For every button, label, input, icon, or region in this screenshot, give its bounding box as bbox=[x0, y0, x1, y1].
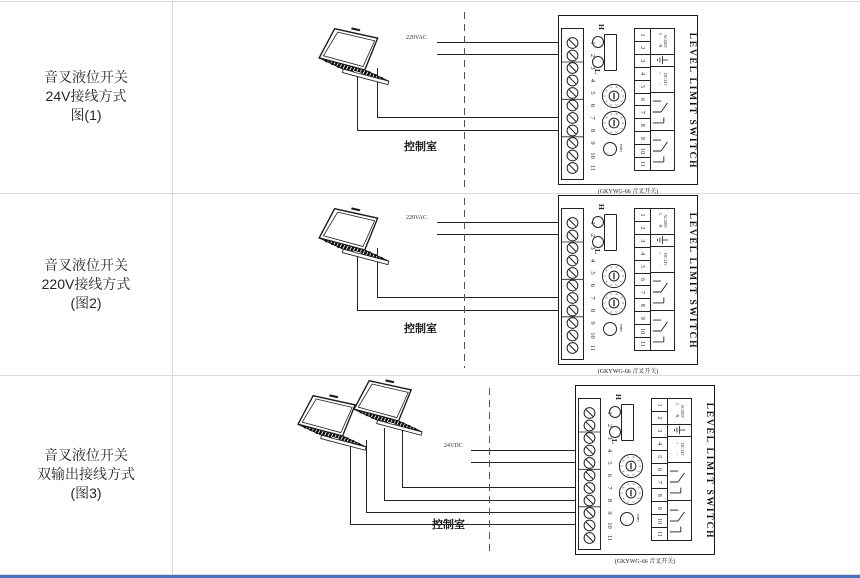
svg-text:9: 9 bbox=[619, 116, 624, 119]
table-terminal-number: 8 bbox=[635, 119, 650, 132]
ac-voltage-label: AC220V bbox=[663, 34, 668, 49]
table-terminal-number: 4 bbox=[635, 248, 650, 261]
wire-segment bbox=[377, 117, 558, 118]
terminal-screw-number: 5 bbox=[589, 91, 596, 95]
laptop-illustration bbox=[314, 27, 400, 104]
terminal-assignment-table bbox=[634, 208, 675, 351]
low-led-label: L bbox=[593, 69, 602, 75]
caption-line: 音叉液位开关 bbox=[44, 447, 128, 463]
table-terminal-number: 3 bbox=[652, 425, 667, 438]
terminal-screw-number: 2 bbox=[589, 233, 596, 238]
low-led-label: L bbox=[593, 249, 602, 255]
high-led-label: H bbox=[614, 394, 623, 400]
ground-cell bbox=[651, 55, 674, 68]
rotated-panel-content bbox=[559, 196, 698, 365]
table-terminal-number: 1 bbox=[635, 209, 650, 222]
relay2-contact-icon bbox=[653, 313, 673, 349]
svg-text:1: 1 bbox=[619, 100, 624, 103]
wire-segment bbox=[357, 310, 558, 311]
screw-number-row bbox=[586, 28, 596, 180]
switch-panel-figure bbox=[575, 385, 715, 565]
laptop-illustration bbox=[349, 379, 433, 455]
svg-text:2: 2 bbox=[631, 473, 636, 476]
terminal-screw-number: 9 bbox=[589, 141, 596, 145]
panel-caption: (GKYWG-66 音叉开关) bbox=[614, 559, 676, 565]
svg-text:6: 6 bbox=[604, 89, 609, 92]
table-terminal-number: 3 bbox=[635, 235, 650, 248]
terminal-number-row bbox=[635, 209, 651, 350]
table-terminal-number: 5 bbox=[652, 451, 667, 464]
terminal-number-row bbox=[652, 399, 668, 540]
svg-text:5: 5 bbox=[602, 122, 607, 124]
table-terminal-number: 1 bbox=[652, 399, 667, 412]
ac-power-label-cell bbox=[651, 209, 674, 235]
dc-polarity-label: + − bbox=[658, 252, 663, 268]
caption-line: 24V接线方式 bbox=[45, 88, 127, 104]
table-terminal-number: 10 bbox=[635, 145, 650, 158]
switch-panel-figure bbox=[558, 195, 698, 375]
panel-push-button bbox=[604, 34, 617, 71]
terminal-screw-number: 4 bbox=[589, 258, 596, 263]
caption-line: (图3) bbox=[70, 485, 102, 501]
table-terminal-number: 8 bbox=[635, 299, 650, 312]
ground-icon bbox=[656, 55, 670, 65]
terminal-screw-number: 6 bbox=[606, 473, 613, 478]
table-terminal-number: 9 bbox=[635, 312, 650, 325]
table-terminal-number: 6 bbox=[635, 94, 650, 107]
terminal-screw-number: 10 bbox=[589, 152, 596, 159]
table-terminal-number: 5 bbox=[635, 81, 650, 94]
svg-text:3: 3 bbox=[625, 473, 630, 476]
terminal-screw-number: 10 bbox=[589, 332, 596, 339]
svg-text:0: 0 bbox=[621, 275, 626, 277]
svg-text:0: 0 bbox=[621, 95, 626, 97]
rotary-dial-2 bbox=[601, 110, 627, 136]
ac-voltage-label: AC220V bbox=[663, 214, 668, 229]
rotated-panel-content bbox=[576, 386, 715, 555]
control-room-boundary-line bbox=[464, 12, 465, 188]
svg-text:7: 7 bbox=[608, 86, 613, 89]
enter-button bbox=[603, 322, 617, 336]
control-room-boundary-line bbox=[464, 198, 465, 368]
svg-text:8: 8 bbox=[631, 456, 636, 459]
terminal-screw-number: 11 bbox=[589, 344, 596, 352]
svg-text:6: 6 bbox=[604, 116, 609, 119]
wire-segment bbox=[437, 42, 558, 43]
enter-button-label: enter bbox=[636, 514, 641, 522]
svg-text:2: 2 bbox=[614, 103, 619, 106]
svg-text:7: 7 bbox=[608, 293, 613, 296]
svg-text:8: 8 bbox=[614, 266, 619, 269]
figure2-caption bbox=[0, 256, 172, 313]
svg-text:8: 8 bbox=[614, 86, 619, 89]
enter-button bbox=[603, 142, 617, 156]
svg-text:4: 4 bbox=[604, 100, 609, 103]
wire-segment bbox=[471, 450, 575, 451]
svg-text:0: 0 bbox=[621, 302, 626, 304]
caption-line: 双输出接线方式 bbox=[37, 466, 135, 482]
level-limit-switch-panel bbox=[558, 195, 698, 365]
ground-cell bbox=[651, 235, 674, 248]
terminal-screw-number: 3 bbox=[589, 66, 596, 70]
table-terminal-number: 11 bbox=[656, 531, 663, 537]
dc-voltage-label: DC 24V bbox=[680, 443, 685, 456]
caption-line: 220V接线方式 bbox=[41, 276, 131, 292]
ac-ln-label: L N bbox=[675, 403, 680, 420]
control-room-boundary-line bbox=[489, 388, 490, 552]
table-terminal-number: 2 bbox=[635, 222, 650, 235]
wire-segment bbox=[357, 130, 558, 131]
relay2-cell bbox=[651, 311, 674, 350]
terminal-screw-number: 5 bbox=[589, 271, 596, 275]
svg-text:6: 6 bbox=[621, 459, 626, 462]
ac-voltage-label: AC220V bbox=[680, 404, 685, 419]
panel-caption: (GKYWG-66 音叉开关) bbox=[597, 369, 659, 375]
table-terminal-number: 4 bbox=[652, 438, 667, 451]
rotary-dial-1 bbox=[618, 453, 644, 479]
laptop-illustration bbox=[314, 207, 400, 284]
svg-text:9: 9 bbox=[619, 89, 624, 92]
relay1-contact-icon bbox=[670, 464, 690, 500]
svg-text:9: 9 bbox=[619, 269, 624, 272]
svg-text:1: 1 bbox=[619, 307, 624, 310]
terminal-screw-number: 1 bbox=[606, 411, 613, 415]
relay1-cell bbox=[651, 273, 674, 312]
terminal-screw-number: 2 bbox=[589, 53, 596, 58]
svg-text:2: 2 bbox=[614, 283, 619, 286]
table-terminal-number: 10 bbox=[652, 515, 667, 528]
ac-ln-label: L N bbox=[658, 213, 663, 230]
caption-line: (图2) bbox=[70, 295, 102, 311]
rotary-dial-1 bbox=[601, 83, 627, 109]
terminal-screw-number: 4 bbox=[606, 448, 613, 453]
ground-cell bbox=[668, 425, 691, 438]
terminal-number-row bbox=[635, 29, 651, 170]
terminal-screw-number: 7 bbox=[606, 486, 613, 490]
high-led-label: H bbox=[597, 24, 606, 30]
panel-caption: (GKYWG-66 音叉开关) bbox=[597, 189, 659, 195]
terminal-screw-number: 6 bbox=[589, 103, 596, 108]
terminal-screw-number: 7 bbox=[589, 296, 596, 300]
table-terminal-number: 7 bbox=[635, 106, 650, 119]
svg-text:0: 0 bbox=[621, 122, 626, 124]
rotary-dial-2 bbox=[618, 480, 644, 506]
level-limit-switch-panel bbox=[575, 385, 715, 555]
terminal-screw-number: 5 bbox=[606, 461, 613, 465]
caption-line: 音叉液位开关 bbox=[44, 69, 128, 85]
table-terminal-number: 11 bbox=[639, 161, 646, 167]
terminal-label-row bbox=[651, 209, 674, 350]
table-terminal-number: 7 bbox=[635, 286, 650, 299]
terminal-screw-strip bbox=[561, 208, 584, 360]
control-room-label: 控制室 bbox=[432, 519, 465, 531]
svg-text:7: 7 bbox=[608, 266, 613, 269]
terminal-screw-number: 10 bbox=[606, 522, 613, 529]
svg-text:5: 5 bbox=[602, 302, 607, 304]
wiring-voltage-label: 220VAC bbox=[406, 215, 427, 221]
svg-text:3: 3 bbox=[608, 310, 613, 313]
svg-text:9: 9 bbox=[636, 486, 641, 489]
terminal-screw-number: 8 bbox=[589, 128, 596, 133]
svg-text:1: 1 bbox=[619, 127, 624, 130]
svg-text:7: 7 bbox=[608, 113, 613, 116]
high-led-label: H bbox=[597, 204, 606, 210]
table-terminal-number: 2 bbox=[652, 412, 667, 425]
svg-text:5: 5 bbox=[619, 465, 624, 467]
svg-text:5: 5 bbox=[602, 275, 607, 277]
table-terminal-number: 1 bbox=[635, 29, 650, 42]
table-terminal-number: 5 bbox=[635, 261, 650, 274]
grid-line-row2 bbox=[0, 375, 860, 376]
wire-segment bbox=[377, 297, 558, 298]
table-terminal-number: 8 bbox=[652, 489, 667, 502]
svg-text:8: 8 bbox=[614, 113, 619, 116]
svg-text:3: 3 bbox=[608, 103, 613, 106]
svg-text:3: 3 bbox=[608, 283, 613, 286]
relay1-contact-icon bbox=[653, 274, 673, 310]
terminal-screw-strip bbox=[578, 398, 601, 550]
grid-line-top bbox=[0, 1, 860, 2]
wire-segment bbox=[366, 512, 575, 513]
terminal-screw-number: 7 bbox=[589, 116, 596, 120]
low-led-label: L bbox=[610, 439, 619, 445]
terminal-assignment-table bbox=[634, 28, 675, 171]
svg-text:6: 6 bbox=[621, 486, 626, 489]
table-terminal-number: 7 bbox=[652, 476, 667, 489]
control-room-label: 控制室 bbox=[404, 141, 437, 153]
enter-button-label: enter bbox=[619, 144, 624, 152]
relay2-contact-icon bbox=[670, 503, 690, 539]
wire-segment bbox=[437, 54, 558, 55]
svg-text:1: 1 bbox=[619, 280, 624, 283]
ac-power-label-cell bbox=[668, 399, 691, 425]
svg-text:5: 5 bbox=[602, 95, 607, 97]
svg-text:3: 3 bbox=[625, 500, 630, 503]
svg-text:2: 2 bbox=[614, 310, 619, 313]
dc-power-label-cell bbox=[668, 437, 691, 463]
figure1-caption bbox=[0, 68, 172, 125]
ground-icon bbox=[656, 235, 670, 245]
ac-ln-label: L N bbox=[658, 33, 663, 50]
dc-voltage-label: DC 24V bbox=[663, 73, 668, 86]
svg-text:9: 9 bbox=[636, 459, 641, 462]
rotated-panel-content bbox=[559, 16, 698, 185]
terminal-screw-number: 1 bbox=[589, 41, 596, 45]
level-limit-switch-panel bbox=[558, 15, 698, 185]
table-terminal-number: 9 bbox=[652, 502, 667, 515]
terminal-screw-number: 3 bbox=[606, 436, 613, 440]
table-terminal-number: 9 bbox=[635, 132, 650, 145]
ac-power-label-cell bbox=[651, 29, 674, 55]
table-terminal-number: 4 bbox=[635, 68, 650, 81]
terminal-screw-number: 9 bbox=[589, 321, 596, 325]
enter-button bbox=[620, 512, 634, 526]
svg-text:2: 2 bbox=[631, 500, 636, 503]
svg-text:4: 4 bbox=[604, 127, 609, 130]
svg-text:2: 2 bbox=[614, 130, 619, 133]
wire-segment bbox=[437, 222, 558, 223]
table-terminal-number: 3 bbox=[635, 55, 650, 68]
caption-line: 图(1) bbox=[70, 107, 102, 123]
svg-text:4: 4 bbox=[621, 497, 626, 500]
svg-text:6: 6 bbox=[604, 296, 609, 299]
dc-power-label-cell bbox=[651, 247, 674, 273]
terminal-screw-number: 4 bbox=[589, 78, 596, 83]
panel-push-button bbox=[621, 404, 634, 441]
terminal-screw-number: 8 bbox=[606, 498, 613, 503]
svg-text:4: 4 bbox=[604, 280, 609, 283]
ground-icon bbox=[673, 425, 687, 435]
svg-text:8: 8 bbox=[631, 483, 636, 486]
terminal-screw-number: 3 bbox=[589, 246, 596, 250]
panel-title: LEVEL LIMIT SWITCH bbox=[704, 402, 714, 540]
svg-text:7: 7 bbox=[625, 483, 630, 486]
enter-button-label: enter bbox=[619, 324, 624, 332]
terminal-screw-number: 11 bbox=[606, 534, 613, 542]
wire-segment bbox=[437, 234, 558, 235]
caption-line: 音叉液位开关 bbox=[44, 257, 128, 273]
panel-push-button bbox=[604, 214, 617, 251]
wiring-voltage-label: 220VAC bbox=[406, 35, 427, 41]
terminal-screw-number: 2 bbox=[606, 423, 613, 428]
relay1-cell bbox=[668, 463, 691, 502]
svg-text:0: 0 bbox=[638, 465, 643, 467]
terminal-assignment-table bbox=[651, 398, 692, 541]
terminal-screw-number: 9 bbox=[606, 511, 613, 515]
screw-number-row bbox=[586, 208, 596, 360]
dc-power-label-cell bbox=[651, 67, 674, 93]
svg-text:4: 4 bbox=[621, 470, 626, 473]
grid-line-column bbox=[172, 1, 173, 575]
figure3-caption bbox=[0, 446, 172, 503]
terminal-label-row bbox=[668, 399, 691, 540]
table-terminal-number: 2 bbox=[635, 42, 650, 55]
wiring-voltage-label: 24VDC bbox=[444, 443, 463, 449]
terminal-screw-number: 8 bbox=[589, 308, 596, 313]
control-room-label: 控制室 bbox=[404, 323, 437, 335]
panel-title: LEVEL LIMIT SWITCH bbox=[687, 32, 697, 170]
relay2-cell bbox=[651, 131, 674, 170]
terminal-screw-number: 6 bbox=[589, 283, 596, 288]
svg-text:1: 1 bbox=[636, 470, 641, 473]
terminal-screw-strip bbox=[561, 28, 584, 180]
panel-title: LEVEL LIMIT SWITCH bbox=[687, 212, 697, 350]
table-terminal-number: 6 bbox=[635, 274, 650, 287]
svg-text:8: 8 bbox=[614, 293, 619, 296]
svg-text:6: 6 bbox=[604, 269, 609, 272]
svg-text:1: 1 bbox=[636, 497, 641, 500]
svg-text:4: 4 bbox=[604, 307, 609, 310]
switch-panel-figure bbox=[558, 15, 698, 195]
svg-text:9: 9 bbox=[619, 296, 624, 299]
svg-text:0: 0 bbox=[638, 492, 643, 494]
table-terminal-number: 11 bbox=[639, 341, 646, 347]
svg-text:7: 7 bbox=[625, 456, 630, 459]
relay2-cell bbox=[668, 501, 691, 540]
dc-polarity-label: + − bbox=[675, 442, 680, 458]
relay1-contact-icon bbox=[653, 94, 673, 130]
terminal-label-row bbox=[651, 29, 674, 170]
screw-number-row bbox=[603, 398, 613, 550]
table-terminal-number: 10 bbox=[635, 325, 650, 338]
rotary-dial-1 bbox=[601, 263, 627, 289]
wire-segment bbox=[471, 462, 575, 463]
terminal-screw-number: 11 bbox=[589, 164, 596, 172]
wire-segment bbox=[384, 500, 575, 501]
dc-polarity-label: + − bbox=[658, 72, 663, 88]
rotary-dial-2 bbox=[601, 290, 627, 316]
relay1-cell bbox=[651, 93, 674, 132]
terminal-screw-number: 1 bbox=[589, 221, 596, 225]
dc-voltage-label: DC 24V bbox=[663, 253, 668, 266]
svg-text:5: 5 bbox=[619, 492, 624, 494]
svg-text:3: 3 bbox=[608, 130, 613, 133]
relay2-contact-icon bbox=[653, 133, 673, 169]
table-terminal-number: 6 bbox=[652, 464, 667, 477]
grid-line-row1 bbox=[0, 193, 860, 194]
